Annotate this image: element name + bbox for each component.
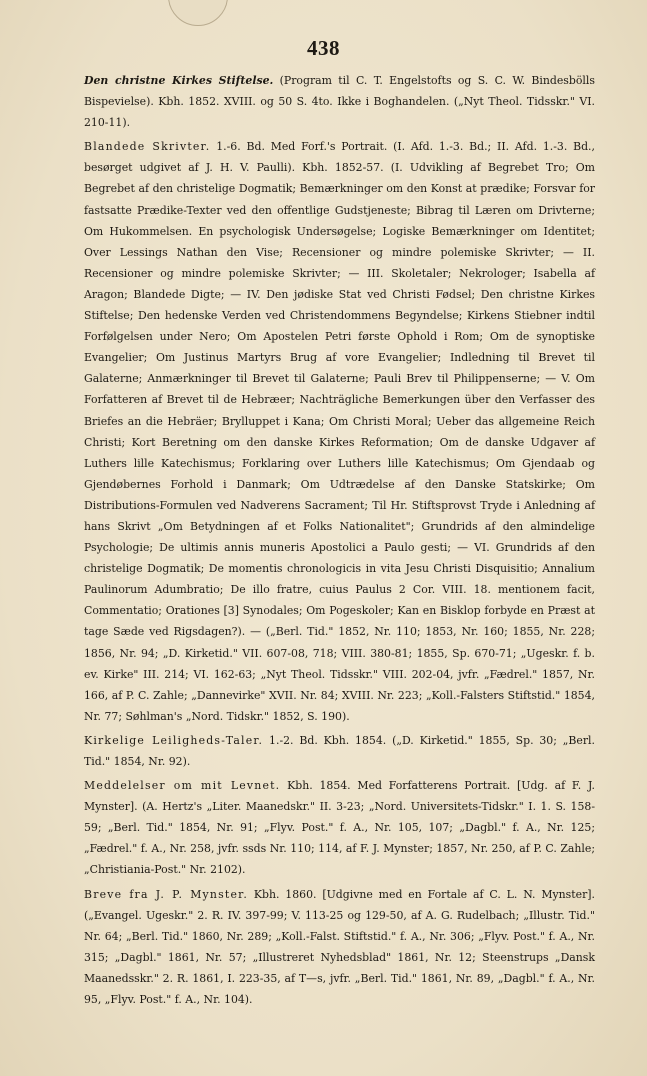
entry-body: 1.-6. Bd. Med Forf.'s Portrait. (I. Afd. 1.-3. Bd.; II. Afd. 1.-3. Bd., besørget udgivet af J. H. V. Paulli). Kbh. 1852-57. (I. Udvikling af Begrebet Tro; Om Begrebet af den christelige Dogmatik; Bemærkninger om den Konst at prædike; Forsvar for fastsatte Prædike-Texter ved den offentlige Gudstjeneste; Bibrag til Læren om Drivterne; Om Hukommelsen. En psychologisk Undersøgelse; Logiske Bemærkninger om Identitet; Over Lessings Nathan den Vise; Recensioner og mindre polemiske Skrivter; — II. Recensioner og mindre polemiske Skrivter; — III. Skoletaler; Nekrologer; Isabella af Aragon; Blandede Digte; — IV. Den jødiske Stat ved Christi Fødsel; Den christne Kirkes Stiftelse; Den hedenske Verden ved Christendommens Begyndelse; Kirkens Stiebner indtil Forfølgelsen under Nero; Om Apostelen Petri første Ophold i Rom; Om de synoptiske Evangelier; Om Justinus Martyrs Brug af vore Evangelier; Indledning til Brevet til Galaterne; Anmærkninger til Brevet til Galaterne; Pauli Brev til Philippenserne; — V. Om Forfatteren af Brevet til de Hebræer; Nachträgliche Bemerkungen über den Verfasser des Briefes an die Hebräer; Brylluppet i Kana; Om Christi Moral; Ueber das allgemeine Reich Christi; Kort Beretning om den danske Kirkes Reformation; Om de danske Udgaver af Luthers lille Katechismus; Forklaring over Luthers lille Katechismus; Om Gjendaab og Gjendøbernes Forhold i Danmark; Om Udtrædelse af den Danske Statskirke; Om Distributions-Formulen ved Nadverens Sacrament; Til Hr. Stiftsprovst Trydе i Anledning af hans Skrivt „Om Betydningen af et Folks Nationalitet"; Grundrids af den almindelige Psychologie; De ultimis annis muneris Apostolici a Paulo gesti; — VI. Grundrids af den christelige Dogmatik; De momentis chronologicis in vita Jesu Christi Disquisitio; Annalium Paulinorum Adumbratio; De illo fratre, cuius Paulus 2 Cor. VIII. 18. mentionem facit, Commentatio; Orationes [3] Synodales; Om Pogeskoler; Kan en Bisklop forbyde en Præst at tage Sæde ved Rigsdagen?). — („Berl. Tid." 1852, Nr. 110; 1853, Nr. 160; 1855, Nr. 228; 1856, Nr. 94; „D. Kirketid." VII. 607-08, 718; VIII. 380-81; 1855, Sp. 670-71; „Ugeskr. f. b. ev. Kirke" III. 214; VI. 162-63; „Nyt Theol. Tidsskr." VIII. 202-04, jvfr. „Fædrel." 1857, Nr. 166, af P. C. Zahle; „Dannevirke" XVII. Nr. 84; XVIII. Nr. 223; „Koll.-Falsters Stiftstid." 1854, Nr. 77; Søhlman's „Nord. Tidskr." 1852, S. 190).: [84, 140, 595, 723]
entry-title: Meddelelser om mit Levnet.: [84, 779, 281, 793]
entry-breve: [84, 884, 595, 1011]
entry-kirkes-stiftelse: [84, 70, 595, 133]
entry-blandede-skrivter: [84, 136, 595, 727]
entry-body: (Program til C. T. Engelstofts og S. C. W. Bindesbölls Bispevielse). Kbh. 1852. XVIII. og 50 S. 4to. Ikke i Boghandelen. („Nyt Theol. Tidsskr." VI. 210-11).: [84, 74, 595, 130]
entry-body: Kbh. 1860. [Udgivne med en Fortale af C. L. N. Mynster]. („Evangel. Ugeskr." 2. R. IV. 397-99; V. 113-25 og 129-50, af A. G. Rudelbach; „Illustr. Tid." Nr. 64; „Berl. Tid." 1860, Nr. 289; „Koll.-Falst. Stiftstid." f. A., Nr. 306; „Flyv. Post." f. A., Nr. 315; „Dagbl." 1861, Nr. 57; „Illustreret Nyhedsblad" 1861, Nr. 12; Steenstrups „Dansk Maanedsskr." 2. R. 1861, I. 223-35, af T—s, jvfr. „Berl. Tid." 1861, Nr. 89, „Dagbl." f. A., Nr. 95, „Flyv. Post." f. A., Nr. 104).: [84, 887, 596, 1007]
entry-meddelelser: [84, 775, 595, 880]
page-number: 438: [307, 36, 340, 60]
entry-body: Kbh. 1854. Med Forfatterens Portrait. [Udg. af F. J. Mynster]. (A. Hertz's „Liter. Maanedskr." II. 3-23; „Nord. Universitets-Tidskr." I. 1. S. 158-59; „Berl. Tid." 1854, Nr. 91; „Flyv. Post." f. A., Nr. 105, 107; „Dagbl." f. A., Nr. 125; „Fædrel." f. A., Nr. 258, jvfr. ssds Nr. 110; 114, af F. J. Mynster; 1857, Nr. 250, af P. C. Zahle; „Christiania-Post." Nr. 2102).: [84, 779, 595, 877]
entry-title: Kirkelige Leiligheds-Taler.: [84, 733, 264, 747]
entry-title: Den christne Kirkes Stiftelse.: [84, 74, 274, 87]
entry-title: Breve fra J. P. Mynster.: [84, 887, 248, 901]
entry-body: 1.-2. Bd. Kbh. 1854. („D. Kirketid." 1855, Sp. 30; „Berl. Tid." 1854, Nr. 92).: [84, 733, 595, 768]
entry-leiligheds-taler: [84, 730, 595, 772]
binding-hole: [168, 0, 228, 26]
entry-title: Blandede Skrivter.: [84, 140, 211, 154]
text-block: [84, 70, 595, 1013]
